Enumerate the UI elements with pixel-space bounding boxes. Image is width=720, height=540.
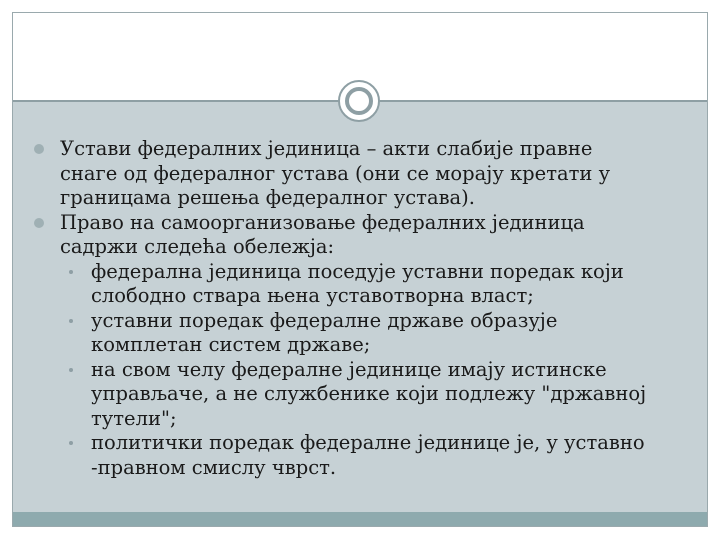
slide (12, 12, 708, 527)
sub-bullet-icon (69, 441, 73, 445)
list-item-line: на свом челу федералне јединице имају истинске (91, 357, 607, 381)
list-item-line: федерална јединица поседује уставни поредак који (91, 259, 624, 283)
list-item-line: границама решења федералног устава). (60, 186, 475, 209)
list-item-line: садржи следећа обележја: (60, 235, 335, 258)
bullet-list (28, 137, 693, 480)
sub-list-item (28, 431, 693, 480)
sub-bullet-icon (69, 270, 73, 274)
circle-ornament-icon (338, 80, 380, 122)
list-item-line: уставни поредак федералне државе образује (91, 308, 558, 332)
list-item-line: тутели"; (91, 406, 177, 430)
list-item-line: Право на самоорганизовање федералних јединица (60, 210, 585, 234)
sub-bullet-icon (69, 319, 73, 323)
list-item-line: комплетан систем државе; (91, 333, 371, 356)
list-item (28, 211, 693, 260)
list-item-line: слободно ствара њена уставотворна власт; (91, 284, 534, 307)
bullet-icon (34, 144, 44, 154)
sub-list-item (28, 260, 693, 309)
bullet-icon (34, 218, 44, 228)
list-item-line: -правном смислу чврст. (91, 455, 337, 479)
list-item-line: снаге од федералног устава (они се морају кретати у (60, 161, 611, 185)
sub-list-item (28, 309, 693, 358)
list-item (28, 137, 693, 211)
sub-list-item (28, 358, 693, 432)
sub-bullet-icon (69, 368, 73, 372)
footer-bar (13, 512, 707, 526)
list-item-line: политички поредак федералне јединице је, у уставно (91, 431, 645, 454)
list-item-line: управљаче, а не службенике који подлежу "државној (91, 382, 647, 405)
list-item-line: Устави федералних јединица – акти слабије правне (60, 137, 593, 160)
